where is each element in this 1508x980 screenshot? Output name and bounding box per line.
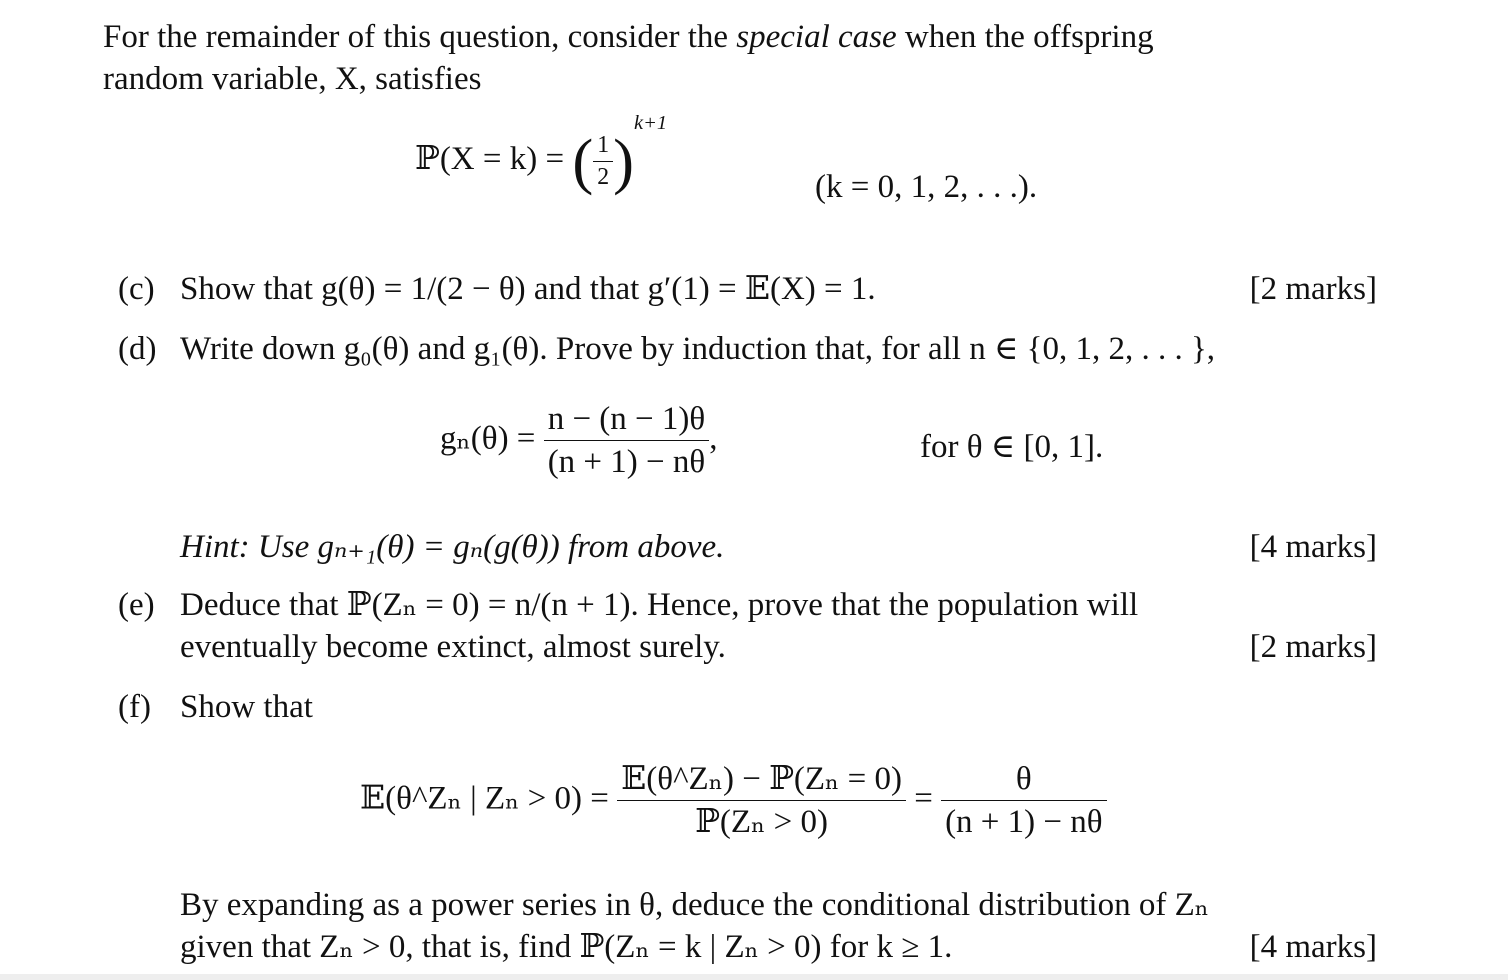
part-c-text: Show that g(θ) = 1/(2 − θ) and that g′(1) = 𝔼(X) = 1. xyxy=(180,271,876,307)
cpgf-fraction-2 xyxy=(941,758,1107,843)
part-d-hint: Hint: Use gₙ₊₁(θ) = gₙ(g(θ)) from above. xyxy=(180,529,725,565)
intro-line2: random variable, X, satisfies xyxy=(103,61,482,98)
part-f-marks: [4 marks] xyxy=(1249,929,1377,965)
cpgf-num1: 𝔼(θ^Zₙ) − ℙ(Zₙ = 0) xyxy=(621,761,902,797)
intro-line1: For the remainder of this question, consider the xyxy=(103,19,737,55)
gn-lhs: gₙ(θ) = xyxy=(440,420,544,457)
part-f-tail-line1: By expanding as a power series in θ, deduce the conditional distribution of Zₙ xyxy=(180,887,1210,923)
part-c-marks: [2 marks] xyxy=(1249,271,1377,307)
gn-condition: for θ ∈ [0, 1]. xyxy=(920,429,1104,465)
part-e-marks: [2 marks] xyxy=(1249,629,1377,665)
equation-gn xyxy=(440,398,717,483)
cpgf-den1: ℙ(Zₙ > 0) xyxy=(617,800,906,843)
gn-fraction xyxy=(544,398,710,483)
eq1-condition: (k = 0, 1, 2, . . .). xyxy=(815,169,1038,205)
eq1-lhs: ℙ(X = k) = xyxy=(415,140,573,177)
part-e-text-line1: Deduce that ℙ(Zₙ = 0) = n/(n + 1). Hence, prove that the population will xyxy=(180,587,1139,623)
part-e-text-line2: eventually become extinct, almost surely. xyxy=(180,629,726,665)
part-c-label: (c) xyxy=(118,271,155,307)
eq1-close-paren: ) xyxy=(613,126,635,196)
intro-line1-end: when the offspring xyxy=(896,19,1154,55)
intro-paragraph xyxy=(103,16,1378,100)
part-d-label: (d) xyxy=(118,331,157,367)
part-e-label: (e) xyxy=(118,587,155,623)
cpgf-den2: (n + 1) − nθ xyxy=(941,800,1107,843)
cpgf-equals: = xyxy=(905,780,942,817)
equation-conditional-pgf xyxy=(360,758,1107,843)
eq1-frac-num: 1 xyxy=(597,132,610,159)
equation-offspring-distribution xyxy=(415,111,668,196)
eq1-open-paren: ( xyxy=(572,126,594,196)
cpgf-fraction-1 xyxy=(617,758,906,843)
page-bottom-edge xyxy=(0,974,1508,980)
gn-den: (n + 1) − nθ xyxy=(544,440,710,483)
eq1-frac-den: 2 xyxy=(593,161,613,192)
gn-comma: , xyxy=(709,420,718,457)
part-f-text: Show that xyxy=(180,689,313,725)
eq1-fraction xyxy=(593,130,613,192)
cpgf-lhs: 𝔼(θ^Zₙ | Zₙ > 0) = xyxy=(360,780,618,817)
cpgf-num2: θ xyxy=(1015,761,1032,797)
intro-emphasis: special case xyxy=(736,19,897,55)
eq1-exponent: k+1 xyxy=(634,111,668,134)
part-d-marks: [4 marks] xyxy=(1249,529,1377,565)
gn-num: n − (n − 1)θ xyxy=(547,401,706,437)
part-f-label: (f) xyxy=(118,689,151,725)
part-d-text: Write down g₀(θ) and g₁(θ). Prove by induction that, for all n ∈ {0, 1, 2, . . . }, xyxy=(180,331,1216,367)
part-f-tail-line2: given that Zₙ > 0, that is, find ℙ(Zₙ = k | Zₙ > 0) for k ≥ 1. xyxy=(180,929,953,965)
